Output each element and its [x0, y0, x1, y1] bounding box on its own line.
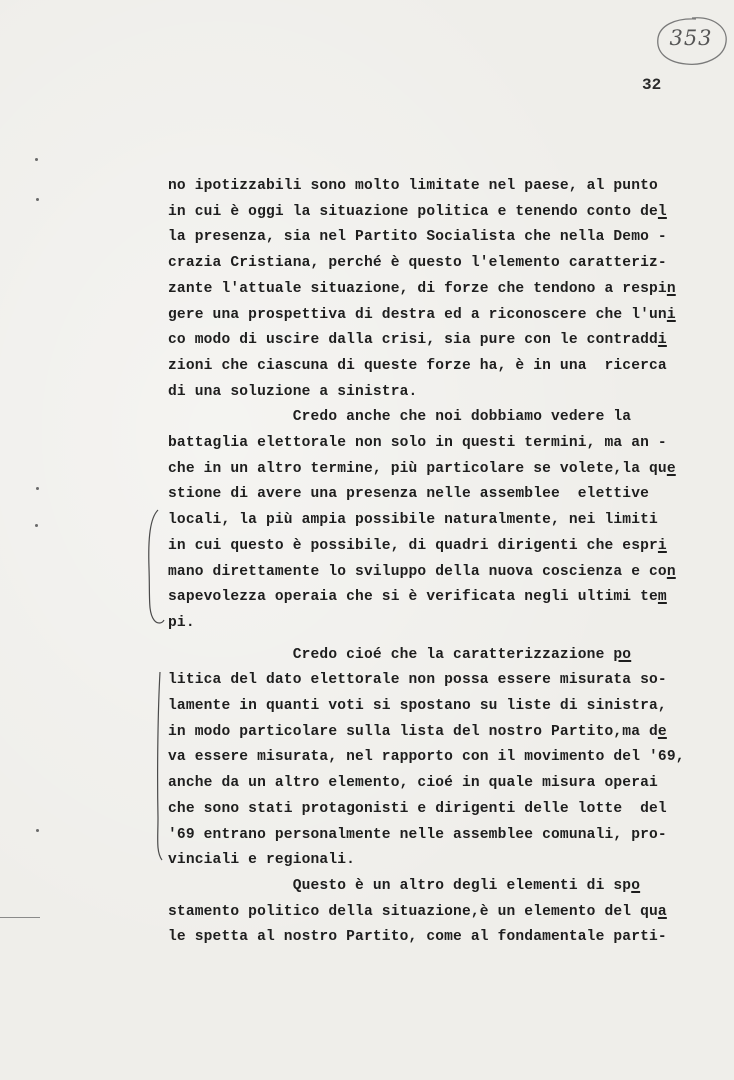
archive-number-stamp	[652, 14, 730, 68]
text-segment: sapevolezza operaia che si è verificata negli ultimi te	[168, 589, 658, 606]
underlined-text-segment: e	[666, 460, 676, 477]
margin-dot	[35, 524, 38, 527]
text-line	[168, 227, 667, 247]
margin-dot	[36, 829, 39, 832]
text-line	[168, 407, 631, 427]
text-segment: litica del dato elettorale non possa essere misurata so-	[168, 672, 667, 689]
text-segment: va essere misurata, nel rapporto con il movimento del '69,	[168, 749, 685, 766]
text-segment: in modo particolare sulla lista del nostro Partito,ma d	[168, 723, 658, 740]
underlined-text-segment: i	[657, 537, 667, 554]
underlined-text-segment: i	[666, 306, 676, 323]
page-number: 32	[642, 76, 662, 94]
margin-dot	[35, 158, 38, 161]
text-segment: lamente in quanti voti si spostano su liste di sinistra,	[168, 698, 667, 714]
text-line	[168, 670, 667, 690]
underlined-text-segment: o	[631, 877, 641, 894]
underlined-text-segment: m	[657, 589, 667, 606]
text-line	[168, 356, 667, 376]
text-line	[168, 747, 685, 767]
underlined-text-segment: n	[666, 280, 676, 297]
text-line	[168, 382, 417, 402]
margin-bracket-mark	[140, 508, 166, 630]
text-segment: Questo è un altro degli elementi di sp	[168, 877, 632, 894]
margin-dot	[36, 487, 39, 490]
scan-edge-line	[0, 917, 40, 918]
text-segment: Credo cioé che la caratterizzazione	[168, 646, 614, 663]
text-segment: che in un altro termine, più particolare se volete,la qu	[168, 460, 667, 477]
text-segment: pi.	[168, 614, 195, 631]
text-line	[168, 613, 195, 633]
text-segment: no ipotizzabili sono molto limitate nel paese, al punto	[168, 178, 658, 194]
text-line	[168, 176, 658, 196]
text-line	[168, 645, 631, 665]
text-segment: stione di avere una presenza nelle assemblee elettive	[168, 486, 650, 503]
text-segment: locali, la più ampia possibile naturalmente, nei limiti	[168, 512, 658, 529]
text-line	[168, 722, 667, 742]
text-segment: battaglia elettorale non solo in questi termini, ma an -	[168, 435, 667, 451]
text-line	[168, 459, 676, 479]
underlined-text-segment: po	[613, 646, 632, 663]
underlined-text-segment: l	[657, 203, 667, 220]
text-line	[168, 825, 667, 845]
archive-number: 353	[669, 26, 713, 50]
text-segment: '69 entrano personalmente nelle assemblee comunali, pro-	[168, 826, 667, 843]
text-line	[168, 305, 676, 325]
text-line	[168, 279, 676, 299]
underlined-text-segment: a	[657, 903, 667, 920]
text-line	[168, 773, 658, 793]
text-segment: zante l'attuale situazione, di forze che tendono a respi	[168, 280, 667, 297]
text-segment: gere una prospettiva di destra ed a riconoscere che l'un	[168, 306, 667, 323]
text-line	[168, 696, 667, 716]
text-segment: le spetta al nostro Partito, come al fondamentale parti-	[168, 929, 667, 946]
text-line	[168, 562, 676, 582]
margin-bracket-mark	[148, 668, 168, 864]
text-segment: mano direttamente lo sviluppo della nuova coscienza e co	[168, 563, 667, 580]
text-line	[168, 253, 667, 273]
underlined-text-segment: e	[657, 723, 667, 740]
text-line	[168, 587, 667, 607]
text-segment: zioni che ciascuna di queste forze ha, è in una ricerca	[168, 357, 667, 374]
text-segment: Credo anche che noi dobbiamo vedere la	[168, 409, 632, 426]
margin-dot	[36, 198, 39, 201]
text-line	[168, 330, 667, 350]
text-line	[168, 927, 667, 947]
text-segment: anche da un altro elemento, cioé in quale misura operai	[168, 775, 658, 792]
text-segment: co modo di uscire dalla crisi, sia pure con le contradd	[168, 332, 658, 349]
text-segment: la presenza, sia nel Partito Socialista che nella Demo -	[168, 229, 667, 246]
text-line	[168, 510, 658, 530]
text-line	[168, 484, 649, 504]
underlined-text-segment: n	[666, 563, 676, 580]
text-line	[168, 850, 355, 870]
text-segment: di una soluzione a sinistra.	[168, 383, 418, 400]
text-segment: in cui questo è possibile, di quadri dirigenti che espr	[168, 537, 658, 554]
text-segment: crazia Cristiana, perché è questo l'elemento caratteriz-	[168, 255, 667, 272]
text-segment: che sono stati protagonisti e dirigenti delle lotte del	[168, 800, 667, 817]
underlined-text-segment: i	[657, 332, 667, 349]
text-segment: in cui è oggi la situazione politica e tenendo conto de	[168, 203, 658, 220]
text-line	[168, 433, 667, 453]
text-line	[168, 799, 667, 819]
text-line	[168, 202, 667, 222]
text-line	[168, 536, 667, 556]
text-line	[168, 902, 667, 922]
text-segment: vinciali e regionali.	[168, 852, 356, 869]
text-segment: stamento politico della situazione,è un elemento del qu	[168, 903, 658, 920]
text-line	[168, 876, 640, 896]
